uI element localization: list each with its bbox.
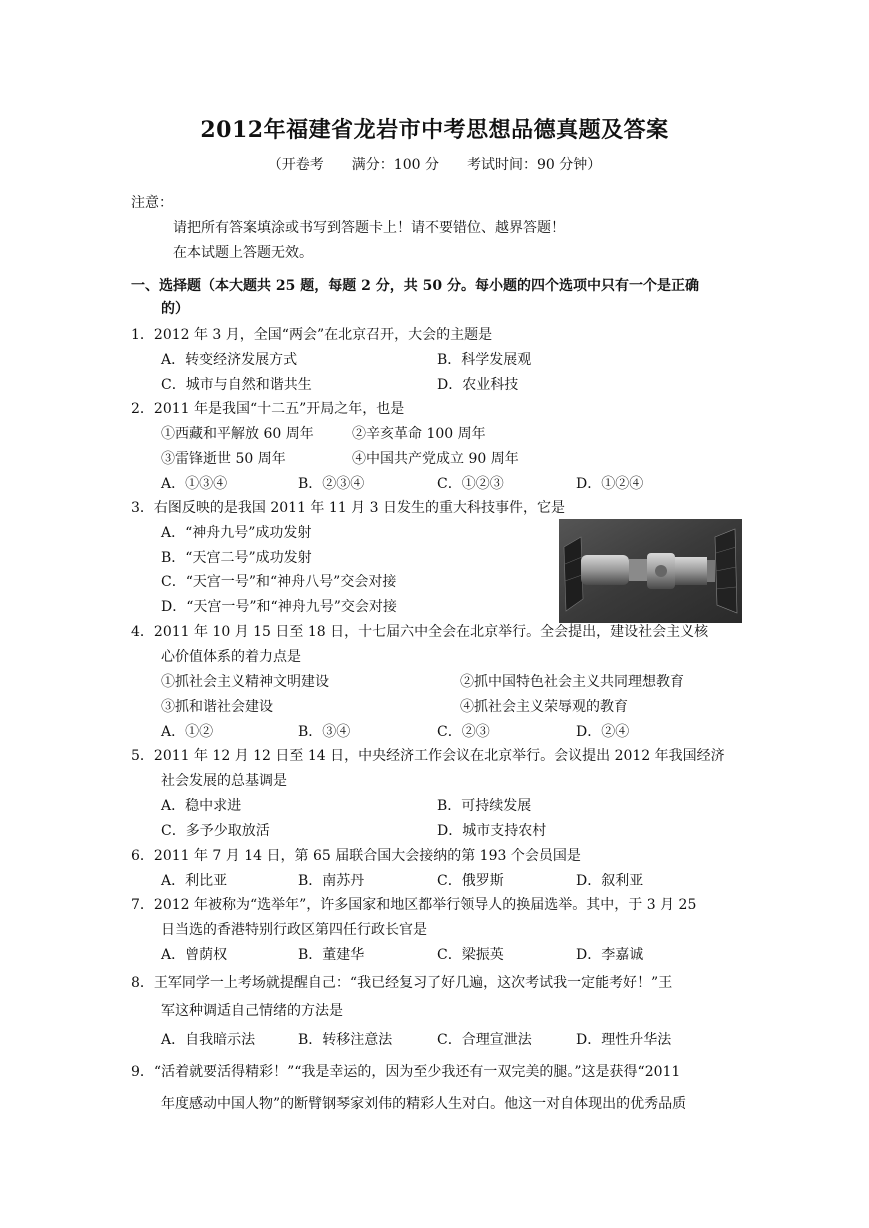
question-1-option-a: A．转变经济发展方式 [161, 352, 298, 368]
spacecraft-icon [559, 519, 742, 623]
question-1-option-d: D．农业科技 [437, 377, 519, 393]
question-2-item-1: ①西藏和平解放 60 周年 [161, 426, 314, 442]
question-1-option-b: B．科学发展观 [437, 352, 532, 368]
question-9-stem-cont: 年度感动中国人物”的断臂钢琴家刘伟的精彩人生对白。他这一对自体现出的优秀品质 [161, 1096, 687, 1112]
question-7-stem: 7．2012 年被称为“选举年”，许多国家和地区都举行领导人的换届选举。其中，于 3 月 25 [131, 897, 697, 913]
exam-info: （开卷考 满分：100 分 考试时间：90 分钟） [267, 157, 602, 173]
question-4-stem-cont: 心价值体系的着力点是 [161, 649, 301, 665]
question-7-option-c: C．梁振英 [437, 947, 504, 963]
question-8-option-b: B．转移注意法 [298, 1032, 393, 1048]
question-3-stem: 3．右图反映的是我国 2011 年 11 月 3 日发生的重大科技事件，它是 [131, 500, 565, 516]
question-3-option-c: C．“天宫一号”和“神舟八号”交会对接 [161, 574, 397, 590]
question-7-option-b: B．董建华 [298, 947, 365, 963]
question-1-option-c: C．城市与自然和谐共生 [161, 377, 312, 393]
question-5-option-c: C．多予少取放活 [161, 823, 270, 839]
question-8-stem-cont: 军这种调适自己情绪的方法是 [161, 1003, 343, 1019]
question-5-option-b: B．可持续发展 [437, 798, 532, 814]
question-2-option-d: D．①②④ [576, 476, 644, 492]
question-8-stem: 8．王军同学一上考场就提醒自己：“我已经复习了好几遍，这次考试我一定能考好！”王 [131, 975, 673, 991]
question-5-option-a: A．稳中求进 [161, 798, 242, 814]
question-2-stem: 2．2011 年是我国“十二五”开局之年，也是 [131, 401, 405, 417]
question-4-option-c: C．②③ [437, 724, 490, 740]
question-8-option-c: C．合理宣泄法 [437, 1032, 532, 1048]
question-2-item-4: ④中国共产党成立 90 周年 [352, 451, 519, 467]
question-7-option-d: D．李嘉诚 [576, 947, 644, 963]
section-heading-cont: 的） [161, 301, 189, 317]
question-4-item-4: ④抓社会主义荣辱观的教育 [460, 699, 628, 715]
question-2-item-3: ③雷锋逝世 50 周年 [161, 451, 286, 467]
question-5-option-d: D．城市支持农村 [437, 823, 547, 839]
question-9-stem: 9．“活着就要活得精彩！”“我是幸运的，因为至少我还有一双完美的腿。”这是获得“2011 [131, 1064, 681, 1080]
question-2-option-c: C．①②③ [437, 476, 504, 492]
question-6-option-c: C．俄罗斯 [437, 873, 504, 889]
question-7-stem-cont: 日当选的香港特别行政区第四任行政长官是 [161, 922, 427, 938]
question-4-item-3: ③抓和谐社会建设 [161, 699, 273, 715]
question-8-option-a: A．自我暗示法 [161, 1032, 256, 1048]
question-4-item-1: ①抓社会主义精神文明建设 [161, 674, 329, 690]
question-8-option-d: D．理性升华法 [576, 1032, 672, 1048]
question-6-option-b: B．南苏丹 [298, 873, 365, 889]
notice-line-1: 请把所有答案填涂或书写到答题卡上！请不要错位、越界答题！ [173, 220, 565, 236]
question-3-option-b: B．“天宫二号”成功发射 [161, 550, 312, 566]
question-4-item-2: ②抓中国特色社会主义共同理想教育 [460, 674, 684, 690]
question-4-option-d: D．②④ [576, 724, 630, 740]
question-1-stem: 1．2012 年 3 月，全国“两会”在北京召开，大会的主题是 [131, 327, 493, 343]
question-6-stem: 6．2011 年 7 月 14 日，第 65 届联合国大会接纳的第 193 个会员国是 [131, 848, 581, 864]
question-4-option-b: B．③④ [298, 724, 351, 740]
question-5-stem: 5．2011 年 12 月 12 日至 14 日，中央经济工作会议在北京举行。会议提出 2012 年我国经济 [131, 748, 725, 764]
question-5-stem-cont: 社会发展的总基调是 [161, 773, 287, 789]
notice-label: 注意： [131, 195, 173, 211]
question-7-option-a: A．曾荫权 [161, 947, 228, 963]
question-2-item-2: ②辛亥革命 100 周年 [352, 426, 486, 442]
spacecraft-docking-photo [559, 519, 742, 623]
question-6-option-d: D．叙利亚 [576, 873, 644, 889]
notice-line-2: 在本试题上答题无效。 [173, 245, 313, 261]
question-4-stem: 4．2011 年 10 月 15 日至 18 日，十七届六中全会在北京举行。全会提出，建设社会主义核 [131, 624, 709, 640]
question-2-option-b: B．②③④ [298, 476, 365, 492]
section-heading: 一、选择题（本大题共 25 题，每题 2 分，共 50 分。每小题的四个选项中只有一个是正确 [131, 278, 699, 294]
question-4-option-a: A．①② [161, 724, 214, 740]
question-6-option-a: A．利比亚 [161, 873, 228, 889]
question-3-option-a: A．“神舟九号”成功发射 [161, 525, 312, 541]
question-3-option-d: D．“天宫一号”和“神舟九号”交会对接 [161, 599, 397, 615]
page-title: 2012年福建省龙岩市中考思想品德真题及答案 [200, 117, 669, 143]
question-2-option-a: A．①③④ [161, 476, 228, 492]
